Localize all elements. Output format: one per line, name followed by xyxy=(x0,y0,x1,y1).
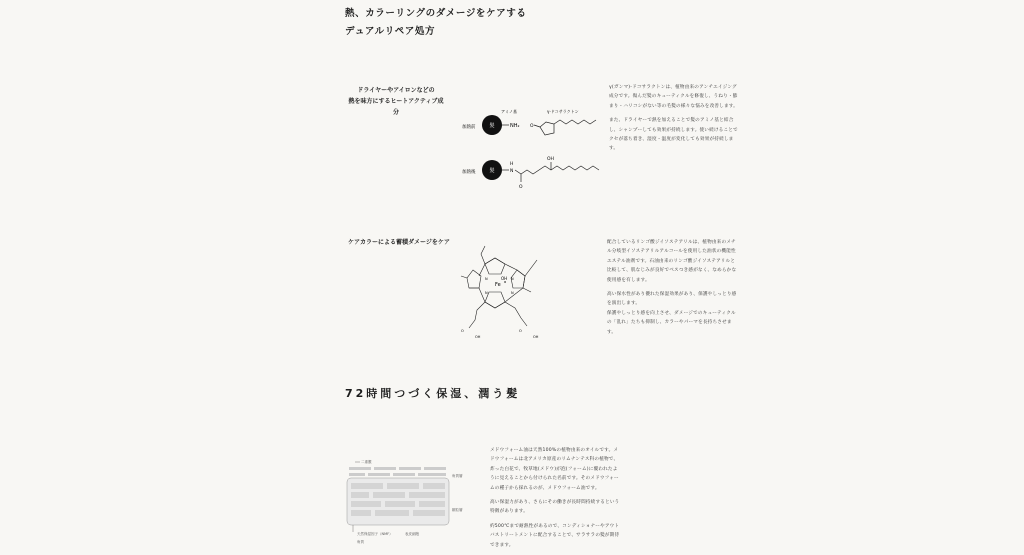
nitrogen-2: N xyxy=(511,277,514,281)
carboxyl-oh-2: OH xyxy=(533,335,539,339)
porphyrin-diagram xyxy=(455,240,555,345)
nitrogen-3: N xyxy=(485,291,488,295)
amide-n: N xyxy=(510,169,514,174)
iron-fe: Fe xyxy=(495,282,501,288)
heat-title-line-2: 熱を味方にするヒートアクティブ成分 xyxy=(348,98,444,116)
moisture-heading: 72時間つづく保湿、潤う髪 xyxy=(345,387,521,400)
lactone-chain xyxy=(554,120,596,124)
moisture-para-1: メドウフォーム油は天然100%の植物由来のオイルです。メドウフォームは北アメリカ原産のリムナンテス科の植物で、炸った白花で、牧草地(メドウ)が泡(フォーム)に覆われたように見えることから付けられた名前です。そのメドウフォームの種子から採れるのが、メドウフォーム油です。 xyxy=(490,448,619,491)
amino-group-label: アミノ基 xyxy=(501,109,517,114)
after-heating-label: 加熱後 xyxy=(462,170,476,175)
amide-h: H xyxy=(510,162,514,167)
keratin-label: 角質 xyxy=(357,540,364,544)
docosalactone-diagram xyxy=(455,100,605,200)
sheath-label: 表皮細胞 xyxy=(405,532,419,536)
hair-glyph-before: 髪 xyxy=(489,123,495,129)
moisture-description xyxy=(490,446,620,555)
hydroxyl-oh: OH xyxy=(547,157,554,162)
color-description xyxy=(607,238,739,342)
main-heading: 熱、カラーリングのダメージをケアする xyxy=(345,8,527,19)
heat-section-title xyxy=(348,85,444,118)
hair-glyph-after: 髪 xyxy=(489,168,495,174)
color-section-title: ケアカラーによる蓄積ダメージをケア xyxy=(348,239,450,246)
moisture-para-2: 高い保湿力があり、さらにその働きが長時間持続するという特徴があります。 xyxy=(490,500,620,515)
nitrogen-1: N xyxy=(485,277,488,281)
color-para-3: 保護やしっとり感を向上させ、ダメージでのキューティクルの「乱れ」たちも抑制し、カラーやパーマを長持ちさせます。 xyxy=(607,310,736,335)
before-heating-label: 加熱前 xyxy=(462,125,476,130)
heat-title-line-1: ドライヤーやアイロンなどの xyxy=(357,87,435,94)
amide-o: O xyxy=(519,185,523,190)
lactone-ring xyxy=(540,122,554,135)
porphyrin-oh: OH xyxy=(501,276,508,281)
bilayer-label: 二重膜 xyxy=(361,460,372,464)
heat-para-1: γ(ガンマ)-ドコサラクトンは、植物由来のアンチエイジング成分です。傷んだ髪のキューティクルを修復し、うねり・膨まり・ハリコシがない等の毛髪の様々な悩みを改善します。 xyxy=(609,85,738,109)
carboxyl-o-1: O xyxy=(461,329,464,333)
moisture-para-3: 約500℃まで耐熱性があるので、コンディショナーやアウトバストリートメントに配合することで、サラサラの髪が期待できます。 xyxy=(490,523,620,548)
nmf-label: 天然保湿因子（NMF） xyxy=(357,532,393,536)
lactone-label: γ-ドコサラクトン xyxy=(547,109,579,114)
color-para-2: 高い保水性があり優れた保湿効果があり、保護やしっとり感を演出します。 xyxy=(607,292,737,307)
sub-heading: デュアルリペア処方 xyxy=(345,26,436,37)
lactone-carbonyl-o: O xyxy=(530,124,534,129)
bilayer-bricks xyxy=(349,467,446,476)
heat-description xyxy=(609,83,739,159)
stratum-label: 角質層 xyxy=(452,474,463,478)
heat-para-2: また、ドライヤーで熱を加えることで髪のアミノ基と結合し、シャンプーしても効果が持続します。使い続けることでクセが落ち着き、湿度・温度が変化しても効果が持続します。 xyxy=(609,118,738,152)
amide-chain xyxy=(515,166,599,174)
carboxyl-oh-1: OH xyxy=(475,335,481,339)
skin-layer-diagram xyxy=(345,455,463,545)
nitrogen-4: N xyxy=(511,291,514,295)
nh2-label: NH₂ xyxy=(510,123,520,129)
iron-oxidation: Ⅲ xyxy=(504,280,507,284)
carboxyl-o-2: O xyxy=(519,329,522,333)
color-para-1: 配合しているリンゴ酸ジイソステアリルは、植物由来のメチル分岐型イソステアリルアルコールを使用した油状の機能性エステル油剤です。石油由来のリンゴ酸ジイソステアリルと比較して、肌なじみが良好でベスつき感がなく、なめらかな使用感を有します。 xyxy=(607,240,737,283)
granular-label: 顆粒層 xyxy=(452,508,463,512)
